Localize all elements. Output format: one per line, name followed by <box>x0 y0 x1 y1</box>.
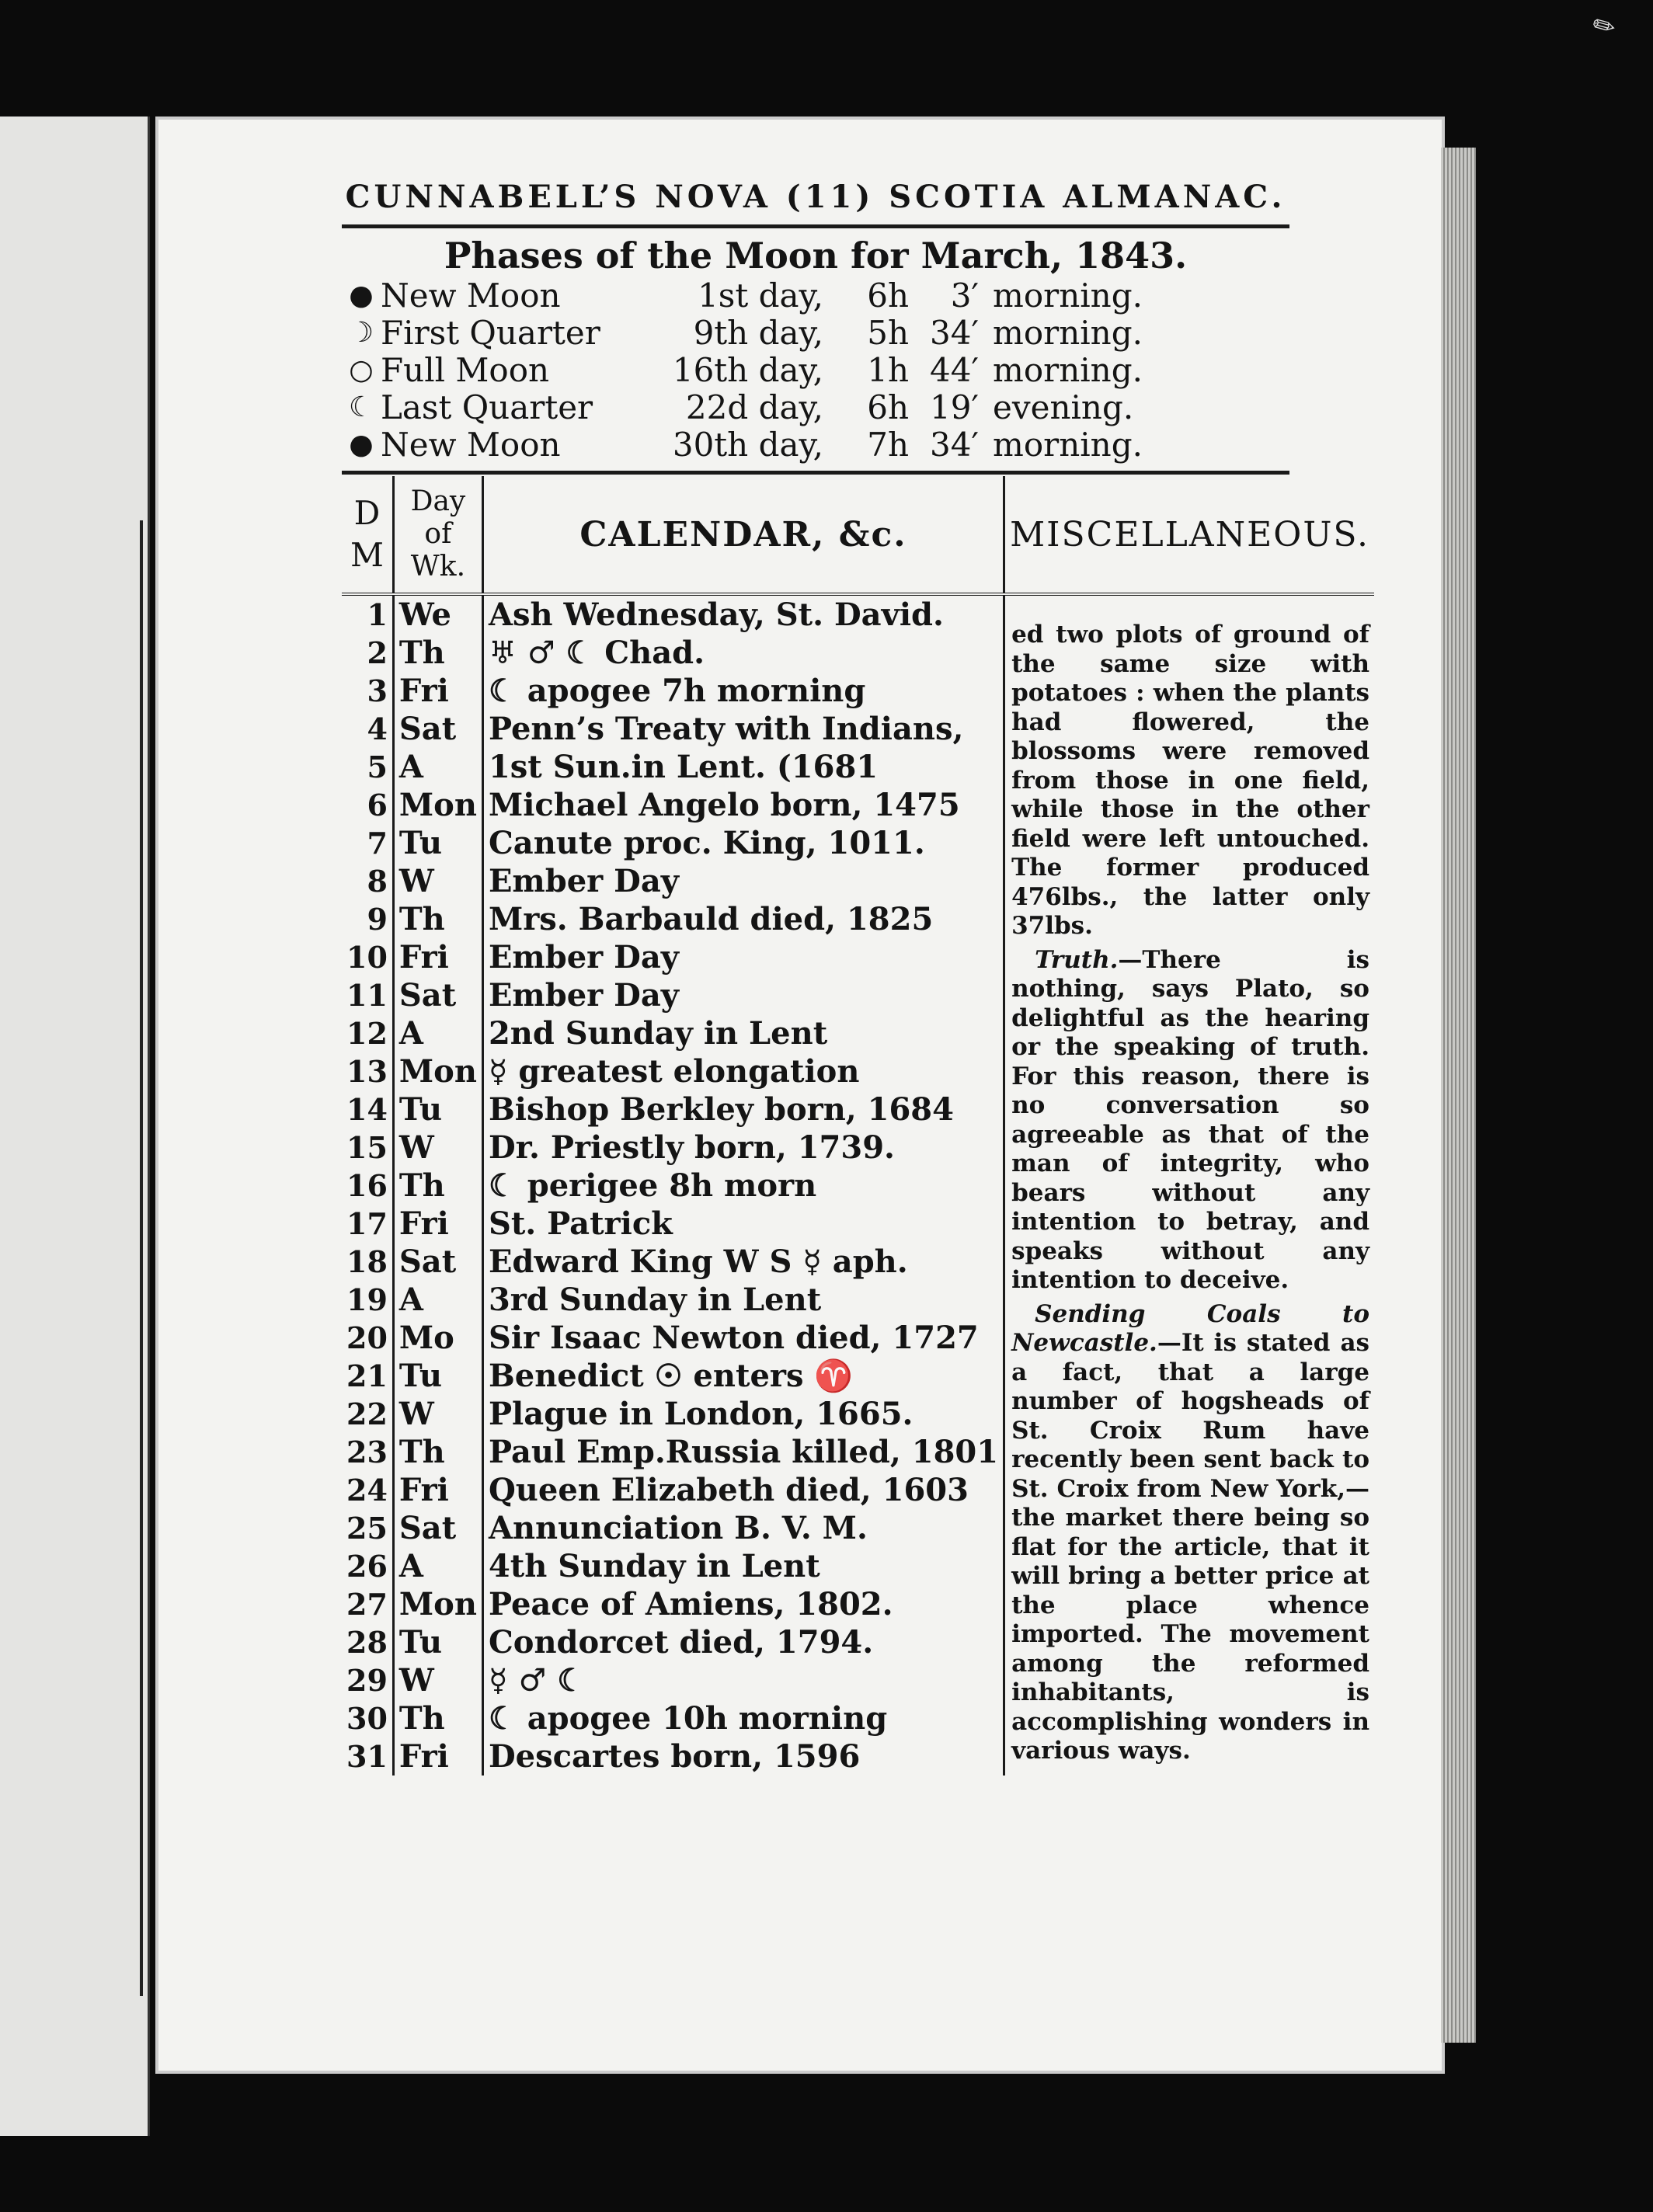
day-number: 11 <box>342 976 393 1014</box>
weekday: Sat <box>393 1509 482 1547</box>
day-number: 9 <box>342 900 393 938</box>
weekday: Tu <box>393 1090 482 1129</box>
day-number: 27 <box>342 1585 393 1623</box>
weekday: Th <box>393 634 482 672</box>
calendar-entry: Plague in London, 1665. <box>482 1395 1004 1433</box>
weekday: Mo <box>393 1319 482 1357</box>
weekday: Th <box>393 900 482 938</box>
misc-paragraph-coals <box>1011 1300 1369 1766</box>
phase-day: 16th day, <box>672 350 823 389</box>
day-number: 15 <box>342 1129 393 1167</box>
calendar-entry: Ember Day <box>482 976 1004 1014</box>
calendar-entry: Condorcet died, 1794. <box>482 1623 1004 1661</box>
phase-minute: 3′ <box>950 276 979 315</box>
weekday: Fri <box>393 1737 482 1776</box>
calendar-entry: Sir Isaac Newton died, 1727 <box>482 1319 1004 1357</box>
calendar-entry: Mrs. Barbauld died, 1825 <box>482 900 1004 938</box>
phase-period: morning. <box>993 313 1143 352</box>
phase-hour: 5h <box>867 313 909 352</box>
day-number: 7 <box>342 824 393 862</box>
day-number: 12 <box>342 1014 393 1052</box>
calendar-entry: Paul Emp.Russia killed, 1801 <box>482 1433 1004 1471</box>
phase-row <box>342 276 1289 314</box>
calendar-entry: ☾ perigee 8h morn <box>482 1167 1004 1205</box>
misc-paragraph-potatoes: ed two plots of ground of the same size with potatoes : when the plants had flowered, the blossoms were removed from those in one field, while those in the other field were left untouched. The former produced 476lbs., the latter only 37lbs. <box>1011 621 1369 940</box>
phase-row <box>342 388 1289 426</box>
phase-name: First Quarter <box>381 313 600 352</box>
weekday: W <box>393 1395 482 1433</box>
calendar-header <box>482 476 1004 594</box>
phase-hour: 1h <box>867 350 909 389</box>
calendar-entry: ♅ ♂ ☾ Chad. <box>482 634 1004 672</box>
phase-minute: 34′ <box>930 425 979 464</box>
weekday: W <box>393 1661 482 1699</box>
phase-period: morning. <box>993 425 1143 464</box>
weekday: Fri <box>393 1471 482 1509</box>
new-moon-icon: ● <box>349 428 374 461</box>
divider-rule <box>342 471 1289 475</box>
day-number: 21 <box>342 1357 393 1395</box>
day-number: 5 <box>342 748 393 786</box>
day-number: 25 <box>342 1509 393 1547</box>
table-header-row <box>342 476 1374 594</box>
day-number: 30 <box>342 1699 393 1737</box>
day-number: 4 <box>342 710 393 748</box>
calendar-entry: ☿ ♂ ☾ <box>482 1661 1004 1699</box>
weekday: Th <box>393 1699 482 1737</box>
miscellaneous-header-label: MISCELLANEOUS. <box>1010 514 1369 555</box>
miscellaneous-column <box>1004 594 1374 1776</box>
calendar-entry: Peace of Amiens, 1802. <box>482 1585 1004 1623</box>
weekday: Fri <box>393 1205 482 1243</box>
weekday: Tu <box>393 1623 482 1661</box>
day-number: 8 <box>342 862 393 900</box>
header-of: of <box>424 518 452 550</box>
page-edge-stack <box>1441 148 1476 2043</box>
phase-hour: 6h <box>867 388 909 426</box>
calendar-entry: Benedict ☉ enters ♈ <box>482 1357 1004 1395</box>
misc-text-coals: —It is stated as a fact, that a large number of hogsheads of St. Croix Rum have recently been sent back to St. Croix from New York,—the market there being so flat for the article, that it will bring a better price at the place whence imported. The movement among the reformed inhabitants, is accomplishing wonders in various ways. <box>1011 1329 1369 1765</box>
calendar-entry: Edward King W S ☿ aph. <box>482 1243 1004 1281</box>
weekday: A <box>393 748 482 786</box>
calendar-entry: Queen Elizabeth died, 1603 <box>482 1471 1004 1509</box>
header-m: M <box>350 536 384 574</box>
weekday: A <box>393 1014 482 1052</box>
calendar-entry: Ember Day <box>482 938 1004 976</box>
page-content <box>342 179 1369 1776</box>
day-number: 18 <box>342 1243 393 1281</box>
day-number: 29 <box>342 1661 393 1699</box>
phase-day: 9th day, <box>693 313 823 352</box>
calendar-entry: Ash Wednesday, St. David. <box>482 594 1004 634</box>
phase-period: morning. <box>993 276 1143 315</box>
header-day: Day <box>410 485 466 517</box>
phase-day: 1st day, <box>698 276 823 315</box>
calendar-entry: 1st Sun.in Lent. (1681 <box>482 748 1004 786</box>
weekday: Sat <box>393 1243 482 1281</box>
day-number: 31 <box>342 1737 393 1776</box>
first-quarter-icon: ☽ <box>348 316 374 349</box>
day-number: 20 <box>342 1319 393 1357</box>
calendar-entry: Penn’s Treaty with Indians, <box>482 710 1004 748</box>
calendar-entry: Annunciation B. V. M. <box>482 1509 1004 1547</box>
day-of-month-header <box>342 476 393 594</box>
last-quarter-icon: ☾ <box>348 391 374 423</box>
day-number: 10 <box>342 938 393 976</box>
misc-title-coals: Sending Coals to Newcastle. <box>1011 1299 1369 1357</box>
left-page-edge <box>0 117 150 2136</box>
day-number: 6 <box>342 786 393 824</box>
day-number: 17 <box>342 1205 393 1243</box>
weekday: Th <box>393 1433 482 1471</box>
day-number: 13 <box>342 1052 393 1090</box>
header-wk: Wk. <box>410 551 466 583</box>
weekday: A <box>393 1281 482 1319</box>
phase-row <box>342 426 1289 463</box>
calendar-entry: ☾ apogee 7h morning <box>482 672 1004 710</box>
phase-row <box>342 351 1289 388</box>
calendar-entry: 2nd Sunday in Lent <box>482 1014 1004 1052</box>
misc-paragraph-truth <box>1011 946 1369 1296</box>
header-d: D <box>353 494 381 532</box>
day-of-week-header <box>393 476 482 594</box>
calendar-table <box>342 476 1374 1776</box>
day-number: 24 <box>342 1471 393 1509</box>
phase-minute: 44′ <box>930 350 979 389</box>
calendar-entry: 3rd Sunday in Lent <box>482 1281 1004 1319</box>
phase-period: evening. <box>993 388 1134 426</box>
calendar-entry: Dr. Priestly born, 1739. <box>482 1129 1004 1167</box>
weekday: Mon <box>393 786 482 824</box>
day-number: 3 <box>342 672 393 710</box>
weekday: Fri <box>393 938 482 976</box>
calendar-entry: ☾ apogee 10h morning <box>482 1699 1004 1737</box>
weekday: Tu <box>393 824 482 862</box>
misc-title-truth: Truth. <box>1035 945 1119 974</box>
phases-title: Phases of the Moon for March, 1843. <box>444 235 1188 276</box>
table-row <box>342 594 1374 634</box>
running-head: CUNNABELL’S NOVA (11) SCOTIA ALMANAC. <box>342 179 1289 228</box>
phase-period: morning. <box>993 350 1143 389</box>
new-moon-icon: ● <box>349 279 374 311</box>
weekday: W <box>393 862 482 900</box>
phase-day: 22d day, <box>685 388 823 426</box>
weekday: We <box>393 594 482 634</box>
weekday: Th <box>393 1167 482 1205</box>
calendar-entry: St. Patrick <box>482 1205 1004 1243</box>
day-number: 19 <box>342 1281 393 1319</box>
stray-mark: ✎ <box>1587 7 1622 46</box>
calendar-header-label: CALENDAR, &c. <box>579 514 907 555</box>
phase-name: New Moon <box>381 276 561 315</box>
phase-name: New Moon <box>381 425 561 464</box>
phase-name: Last Quarter <box>381 388 593 426</box>
day-number: 16 <box>342 1167 393 1205</box>
phase-name: Full Moon <box>381 350 550 389</box>
calendar-entry: Michael Angelo born, 1475 <box>482 786 1004 824</box>
phase-day: 30th day, <box>672 425 823 464</box>
phase-row <box>342 314 1289 351</box>
day-number: 23 <box>342 1433 393 1471</box>
weekday: Sat <box>393 710 482 748</box>
weekday: Mon <box>393 1585 482 1623</box>
weekday: Sat <box>393 976 482 1014</box>
weekday: A <box>393 1547 482 1585</box>
weekday: Mon <box>393 1052 482 1090</box>
calendar-entry: Descartes born, 1596 <box>482 1737 1004 1776</box>
calendar-entry: Ember Day <box>482 862 1004 900</box>
day-number: 22 <box>342 1395 393 1433</box>
phases-list <box>342 276 1289 463</box>
phase-minute: 34′ <box>930 313 979 352</box>
calendar-entry: Bishop Berkley born, 1684 <box>482 1090 1004 1129</box>
weekday: Fri <box>393 672 482 710</box>
weekday: Tu <box>393 1357 482 1395</box>
day-number: 2 <box>342 634 393 672</box>
day-number: 28 <box>342 1623 393 1661</box>
phase-minute: 19′ <box>930 388 979 426</box>
phase-hour: 7h <box>867 425 909 464</box>
miscellaneous-header <box>1004 476 1374 594</box>
calendar-entry: ☿ greatest elongation <box>482 1052 1004 1090</box>
misc-text-truth: —There is nothing, says Plato, so delightful as the hearing or the speaking of truth. For this reason, there is no conversation so agreeable as that of the man of integrity, who bears without any intention to betray, and speaks without any intention to deceive. <box>1011 945 1369 1294</box>
phase-hour: 6h <box>867 276 909 315</box>
weekday: W <box>393 1129 482 1167</box>
day-number: 1 <box>342 594 393 634</box>
full-moon-icon: ○ <box>349 353 374 386</box>
day-number: 14 <box>342 1090 393 1129</box>
day-number: 26 <box>342 1547 393 1585</box>
calendar-entry: Canute proc. King, 1011. <box>482 824 1004 862</box>
calendar-entry: 4th Sunday in Lent <box>482 1547 1004 1585</box>
